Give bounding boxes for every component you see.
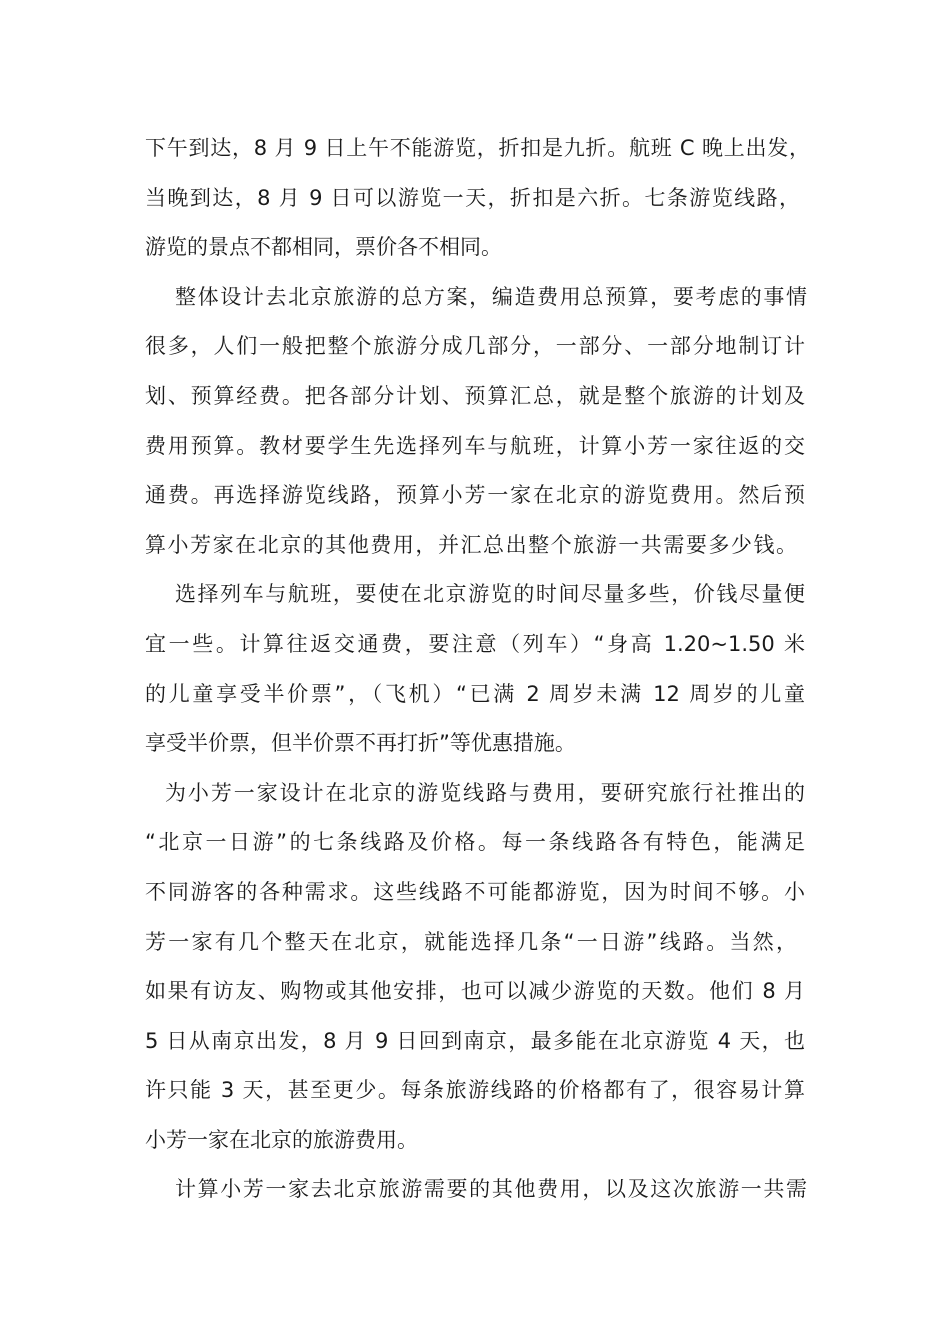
text-line: 整体设计去北京旅游的总方案，编造费用总预算，要考虑的事情	[175, 284, 807, 309]
text-line: “北京一日游”的七条线路及价格。每一条线路各有特色，能满足	[145, 830, 805, 855]
text-line: 宜一些。计算往返交通费，要注意（列车）“身高 1.20~1.50 米	[145, 631, 805, 656]
text-line: 选择列车与航班，要使在北京游览的时间尽量多些，价钱尽量便	[175, 582, 805, 607]
document-body	[145, 124, 810, 1215]
text-line: 下午到达，8 月 9 日上午不能游览，折扣是九折。航班 C 晚上出发，	[145, 136, 810, 160]
text-line: 很多，人们一般把整个旅游分成几部分，一部分、一部分地制订计	[145, 334, 805, 359]
text-line: 当晚到达，8 月 9 日可以游览一天，折扣是六折。七条游览线路，	[145, 185, 800, 210]
text-line: 不同游客的各种需求。这些线路不可能都游览，因为时间不够。小	[145, 879, 805, 904]
text-line: 为小芳一家设计在北京的游览线路与费用，要研究旅行社推出的	[165, 780, 805, 805]
paragraph	[145, 273, 810, 571]
text-line: 的儿童享受半价票”，（飞机）“已满 2 周岁未满 12 周岁的儿童	[145, 681, 805, 706]
text-line: 游览的景点不都相同，票价各不相同。	[145, 235, 502, 260]
paragraph	[145, 124, 810, 273]
paragraph	[145, 1165, 810, 1215]
text-line: 小芳一家在北京的旅游费用。	[145, 1127, 418, 1152]
paragraph	[145, 570, 810, 768]
text-line: 享受半价票，但半价票不再打折”等优惠措施。	[145, 731, 576, 756]
text-line: 费用预算。教材要学生先选择列车与航班，计算小芳一家往返的交	[145, 433, 805, 458]
text-line: 许只能 3 天，甚至更少。每条旅游线路的价格都有了，很容易计算	[145, 1078, 805, 1103]
paragraph	[145, 769, 810, 1166]
text-line: 划、预算经费。把各部分计划、预算汇总，就是整个旅游的计划及	[145, 383, 805, 408]
text-line: 如果有访友、购物或其他安排，也可以减少游览的天数。他们 8 月	[145, 979, 805, 1004]
text-line: 计算小芳一家去北京旅游需要的其他费用，以及这次旅游一共需	[175, 1177, 807, 1202]
text-line: 5 日从南京出发，8 月 9 日回到南京，最多能在北京游览 4 天，也	[145, 1028, 805, 1053]
text-line: 通费。再选择游览线路，预算小芳一家在北京的游览费用。然后预	[145, 483, 805, 508]
text-line: 芳一家有几个整天在北京，就能选择几条“一日游”线路。当然，	[145, 929, 797, 954]
text-line: 算小芳家在北京的其他费用，并汇总出整个旅游一共需要多少钱。	[145, 532, 797, 557]
